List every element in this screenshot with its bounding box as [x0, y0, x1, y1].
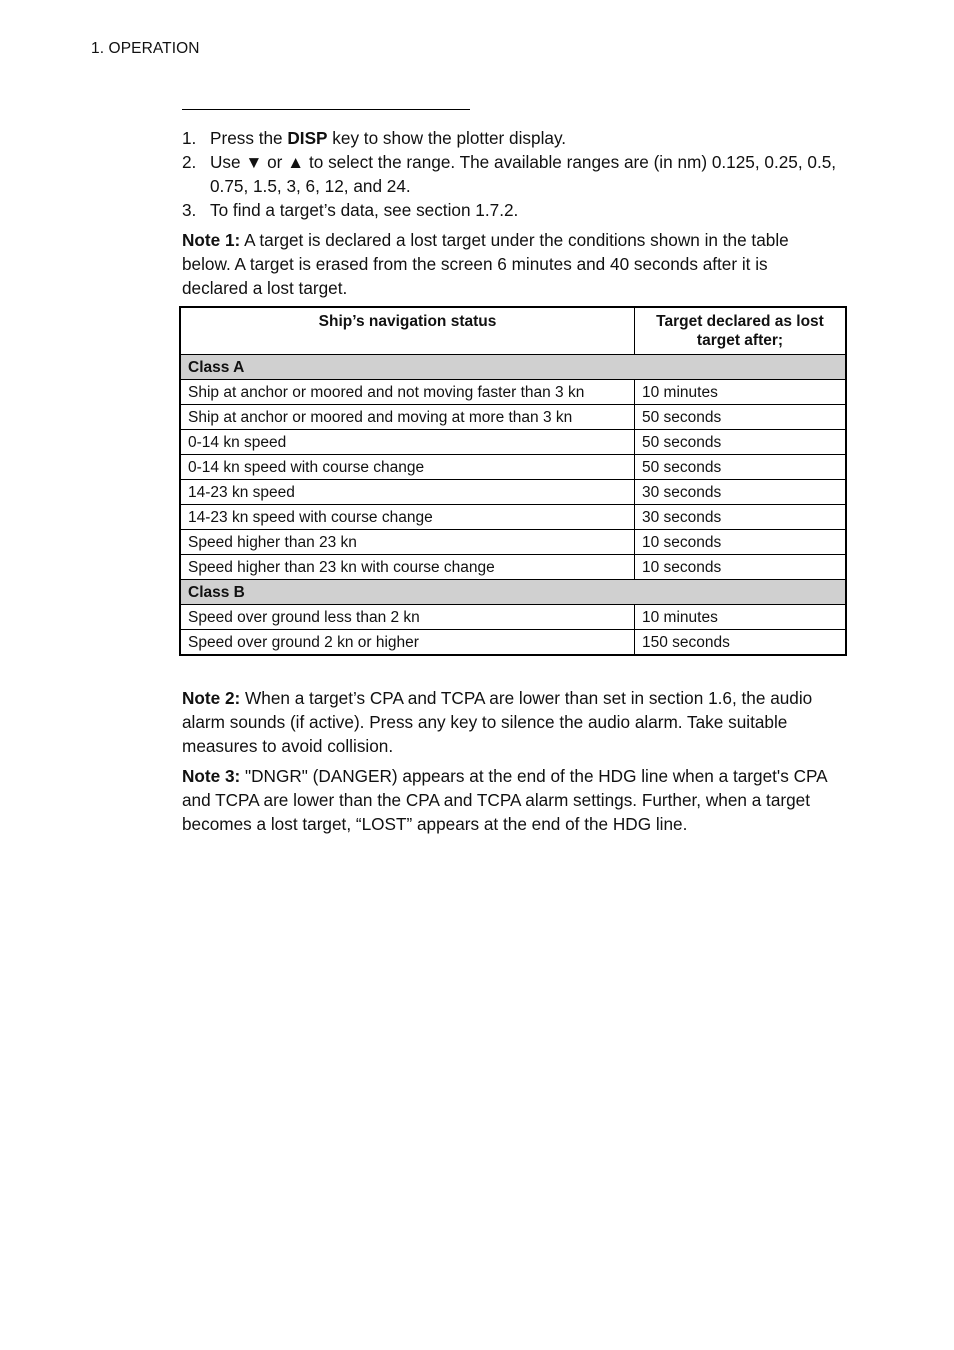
time-cell: 10 minutes	[635, 605, 847, 630]
step-number: 1.	[182, 128, 197, 148]
table-row	[180, 530, 846, 555]
section-divider	[182, 109, 470, 110]
time-cell: 30 seconds	[635, 505, 847, 530]
step-3	[182, 198, 850, 222]
table-row	[180, 455, 846, 480]
note-label: Note 2:	[182, 688, 241, 708]
note-text: A target is declared a lost target under the conditions shown in the table below. A target is erased from the screen 6 minutes and 40 seconds after it is declared a lost target.	[182, 230, 789, 298]
time-cell: 50 seconds	[635, 430, 847, 455]
status-cell: Ship at anchor or moored and moving at more than 3 kn	[180, 405, 635, 430]
section-label: Class B	[180, 580, 846, 605]
table-row	[180, 555, 846, 580]
table-header-row	[180, 307, 846, 355]
step-2	[182, 150, 850, 198]
status-cell: Speed higher than 23 kn	[180, 530, 635, 555]
status-cell: Speed over ground 2 kn or higher	[180, 630, 635, 656]
table-row	[180, 605, 846, 630]
table-row	[180, 380, 846, 405]
key-name: DISP	[287, 128, 328, 148]
step-number: 2.	[182, 152, 197, 172]
lost-target-table	[179, 306, 847, 656]
section-row-class-a	[180, 355, 846, 380]
table-row	[180, 430, 846, 455]
time-cell: 50 seconds	[635, 405, 847, 430]
step-text: To find a target’s data, see section 1.7.2.	[210, 200, 519, 220]
page-content	[182, 126, 850, 836]
note-label: Note 3:	[182, 766, 241, 786]
note-text: "DNGR" (DANGER) appears at the end of the HDG line when a target's CPA and TCPA are lower than the CPA and TCPA alarm settings. Further, when a target becomes a lost target, “LOST” appears at the end of the HDG line.	[182, 766, 827, 834]
note-2	[182, 686, 832, 758]
table-row	[180, 405, 846, 430]
column-header-status: Ship’s navigation status	[180, 307, 635, 355]
status-cell: 14-23 kn speed	[180, 480, 635, 505]
time-cell: 150 seconds	[635, 630, 847, 656]
step-text: key to show the plotter display.	[327, 128, 567, 148]
section-label: Class A	[180, 355, 846, 380]
page-header: 1. OPERATION	[91, 40, 200, 57]
column-header-lost-after: Target declared as lost target after;	[635, 307, 847, 355]
section-row-class-b	[180, 580, 846, 605]
status-cell: 14-23 kn speed with course change	[180, 505, 635, 530]
time-cell: 10 minutes	[635, 380, 847, 405]
note-label: Note 1:	[182, 230, 241, 250]
step-1	[182, 126, 850, 150]
time-cell: 30 seconds	[635, 480, 847, 505]
table-row	[180, 480, 846, 505]
note-text: When a target’s CPA and TCPA are lower than set in section 1.6, the audio alarm sounds (if active). Press any key to silence the audio alarm. Take suitable measures to avoid collision.	[182, 688, 813, 756]
time-cell: 50 seconds	[635, 455, 847, 480]
status-cell: Speed higher than 23 kn with course change	[180, 555, 635, 580]
table-row	[180, 505, 846, 530]
status-cell: 0-14 kn speed	[180, 430, 635, 455]
step-text: Press the	[210, 128, 288, 148]
step-text: Use ▼ or ▲ to select the range. The available ranges are (in nm) 0.125, 0.25, 0.5, 0.75, 1.5, 3, 6, 12, and 24.	[210, 152, 837, 196]
time-cell: 10 seconds	[635, 530, 847, 555]
step-number: 3.	[182, 200, 197, 220]
table-row	[180, 630, 846, 656]
note-3	[182, 764, 832, 836]
status-cell: Ship at anchor or moored and not moving faster than 3 kn	[180, 380, 635, 405]
time-cell: 10 seconds	[635, 555, 847, 580]
note-1	[182, 228, 827, 300]
procedure-steps	[182, 126, 850, 222]
status-cell: Speed over ground less than 2 kn	[180, 605, 635, 630]
status-cell: 0-14 kn speed with course change	[180, 455, 635, 480]
